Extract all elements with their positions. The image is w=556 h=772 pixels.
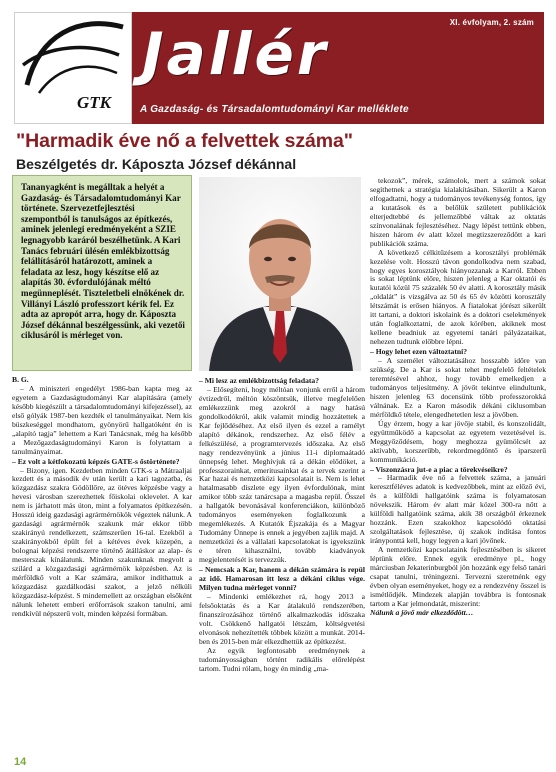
paragraph: – A személet változtatásához hosszabb időre van szükség. De a Kar is sokat tehet megfelelő feltételek teremtésével ahhoz, hogy tovább emelkedjen a tudományos teljesítmény. A jövőt tekintve elindultunk, hiszen jelenleg 63 docensünk több professzorokká válnának. Ez a Karon második dékáni ciklusomban mérföldkő tétele, elengedhetetlen lesz a jövőben. [370, 356, 546, 419]
paragraph: – Mindenki emlékezhet rá, hogy 2013 a felsőoktatás és a Kar átalakuló rendszerében, finanszírozásához történő alkalmazkodás időszaka volt. Csökkenő hallgatói létszám, költségvetési elvonások nehezítették többek között a munkát. 2014-ben és 2015-ben már elkezdhettük az építkezést. [199, 591, 365, 646]
page-footer [0, 752, 556, 772]
interview-question: – Mi lesz az emlékbizottság feladata? [199, 376, 319, 385]
intro-box [12, 175, 192, 371]
paragraph: Úgy érzem, hogy a kar jövője stabil, és konszolidált, együttműködő a kapcsolat az egyetem vezetésével is. Meggyőződésem, hogy meghozza gyümölcsét az aktívabb, korszerűbb, rekordmegdöntő és iparszerű kommunikáció. [370, 418, 546, 464]
paragraph: – A miniszteri engedélyt 1986-ban kapta meg az egyetem a Gazdaságtudományi Kar alapítására (amely később kiegészült a társadalomtudományi kifejezéssel), az első gólyák 1987-ben kezdték el tanulmányaikat. Nem kis büszkeséggel mondhatom, gyönyörű hallgatóként én is „alapító tagja” lehettem a Kari Tanácsnak, még ha később a Mezőgazdaságtudományi Karon is folytattam a tanulmányaimat. [12, 383, 192, 456]
masthead-banner [132, 12, 544, 124]
interview-question: – Hogy lehet ezen változtatni? [370, 347, 468, 357]
interview-question: – Viszonzásra jut-e a piac a törekvéseikre? [370, 464, 508, 474]
masthead [14, 12, 544, 124]
intro-text: Tananyagként is megálltak a helyét a Gazdaság- és Társadalomtudományi Kar története. Szervezetfejlesztési szempontból is tanulságos az építkezés, aminek jelenlegi eredményeként a SZIE legnagyobb karáról beszélhetünk. A Kari Tanács februári ülésén emlékbizottság felállításáról határozott, aminek a feladata az lesz, hogy készítse elő az alapítás 30. évfordulójának méltó megünneplését. Tiszteletbeli elnökének dr. Villányi László professzort kérik fel. Ez adta az apropót arra, hogy dr. Káposzta József dékánnal beszélgessünk, aki vezetői ciklusáról is mérleget von. [21, 182, 185, 341]
paragraph: – Harmadik éve nő a felvettek száma, a januári keresztféléves adatok is kedvezőbbek, mint az előző évi, és a külföldi hallgatóink száma is folyamatosan növekszik. Három év alatt már közel 300-ra nőtt a külföldi hallgatóink száma, akik 38 országból érkeznek hozzánk. Ezen szakokhoz kapcsolódó oktatási szolgáltatások fejlesztése, új szakok indítása fontos irányponttá kell, hogy legyen a kari jövőnek. [370, 473, 546, 546]
publication-subtitle: A Gazdaság- és Társadalomtudományi Kar melléklete [140, 104, 409, 115]
paragraph: A következő célkitűzésem a korosztályi problémák kezelése volt. Hosszú távon gondolkodva nem szabad, hogy egyes korosztályok hiányozzanak a Karról. Ebben is sokat léptünk előre, hiszen jelenleg a Kar oktatói és kutatói közül 75 százalék 50 év alatti. A korosztály másik „oldalát” is vizsgálva az 50 és 65 év közötti korosztály létszámát is erősen hiányos. A fiatalokat jórészt sikerült itt tartani, a doktori iskolaink és a doktori cselekmények után foglalkoztatni, de azok körében, akiknek most kellene beadniuk az egyetemi tanári pályázataikat, nehezen tudtunk előbbre lépni. [370, 247, 546, 347]
article-deck: Beszélgetés dr. Káposzta József dékánnal [16, 156, 297, 172]
interview-question: – Nemcsak a Kar, hanem a dékán számára is repül az idő. Hamarosan itt lesz a dékáni ciklus vége. Milyen tudna mérleget vonni? [199, 565, 365, 592]
paragraph: – Elősegíteni, hogy méltóan vonjunk erről a három évtizedről, méltón köszöntsük, illetve megfelelően emlékezzünk meg azokról a nagy hatású gondolkodókról, akik valamit mindig hozzátettek a Kar fejlődéséhez. Az első ilyen és ezzel a ramélyt alapító dékánok, rendszerhez. Az első félév a felkészülésé, a programtervezés időszaka. Az első nagy rendezvényünk a június 11-i diplomaátadó ünnepség lehet. Meghívjuk rá a dékán elődöket, a professzorainkat, emeritusainkat és a tervek szerint a Kar hazai és nemzetközi kapcsolatait is. Nem is lehet hatalmasabb díszlete egy ilyen évfordulónak, mint amikor több száz tanárcsapa a magasba repül. Ősszel a hallgatók bevonásával konferenciákon, különböző tudományos eseményeken foglalkozunk a megemlékezés. A Kutatók Éjszakája és a Magyar Tudomány Ünnepe is ennek a jegyében zajlik majd. A nemzetközi és a vállalati kapcsolatokat is igyekszünk e téren kihasználni, tovább kiadványok megjelentetését is tervezzük. [199, 384, 365, 565]
interview-question: – Ez volt a kétfokozatú képzés GATE-s őstörténete? [12, 456, 180, 466]
paragraph: – Bizony, igen. Kezdetben minden GTK-s a Mátraaljai kezdett és a második év után került a kari tagozatba, és közgazdász szakra Gödöllőre, az ötéves képzésbe vagy a hevesi városban szerezhettek főiskolai oklevelet. A kar nem is járhatott más úton, mint a folyamatos építkezésén. Hosszú ideig gazdasági agrármérnökök végeztek nálunk. A gazdasági agrármérnök szakunk már ekkor több szakirányú rendelkezett, számszerűen 16-tal. Ezekből a szakirányokból épült fel a kétéves évek közepén, a bolognai képzési rendszerre történő átálláskor az alap- és mesterszak kínálatunk. Minden szakunknak megvolt a szilárd a közgazdasági agrármérnök képzésben. Az is mérföldkő volt a Kar számára, amikor indíthattuk a közgazdász gazdálkodási szakot, a jelző nélküli közgazdász-képzést. S mindemellett az országban elsőként nálunk lehetett emberi erőforrások szakon tanulni, ami rendkívül népszerű volt, minden képzési formában. [12, 465, 192, 618]
issue-label: XI. évfolyam, 2. szám [449, 18, 534, 27]
article-column-2 [199, 376, 365, 746]
paragraph: Az egyik legfontosabb eredménynek a tudományosságban történt radikális előrelépést tartom. Tudni rólam, hogy én mindig „ma- [199, 645, 365, 673]
gtk-logo [14, 12, 132, 124]
closing-motto: Nálunk a jövő már elkezdődött… [370, 607, 474, 617]
page-number: 14 [14, 756, 27, 768]
article-headline: "Harmadik éve nő a felvettek száma" [16, 130, 353, 152]
article-column-1 [12, 376, 192, 746]
paragraph: A nemzetközi kapcsolataink fejlesztésében is sikeret léptünk előre. Ennek egyik eredménye pl., hogy márciusban Jekaterinburgból jön hozzánk egy felső tanári csapat tanulni, tréningezni. Tervezni szeretnénk egy évben olyan eseményeket, hogy ez a rendezvény ősszel is ismétlődjék. Mindezek alapján továbbra is fontosnak tartom a Kar jelmondatát, miszerint: [370, 545, 546, 608]
article-column-3 [370, 177, 546, 749]
portrait-photo [199, 177, 361, 371]
author-signature: B. G. [12, 376, 29, 384]
paragraph: tekozok”, mérek, számolok, mert a számok sokat segíthetnek a stratégia kialakításában. Sikerült a Karon elfogadtatni, hogy a tudományos tevékenység fontos, így a kutatások és a belőlük született publikációk elterjedtebbé és jellemzőbbé váltak az oktatás színvonalának fejlesztéséhez. Nagy lépést tettünk ebben, hiszen három év alatt közel megtizszereződött a kari publikációk száma. [370, 177, 546, 248]
logo-text: GTK [77, 93, 111, 112]
portrait-icon [199, 177, 361, 371]
logo-swirl-icon [19, 15, 129, 101]
publication-title: Jallér [142, 20, 329, 88]
